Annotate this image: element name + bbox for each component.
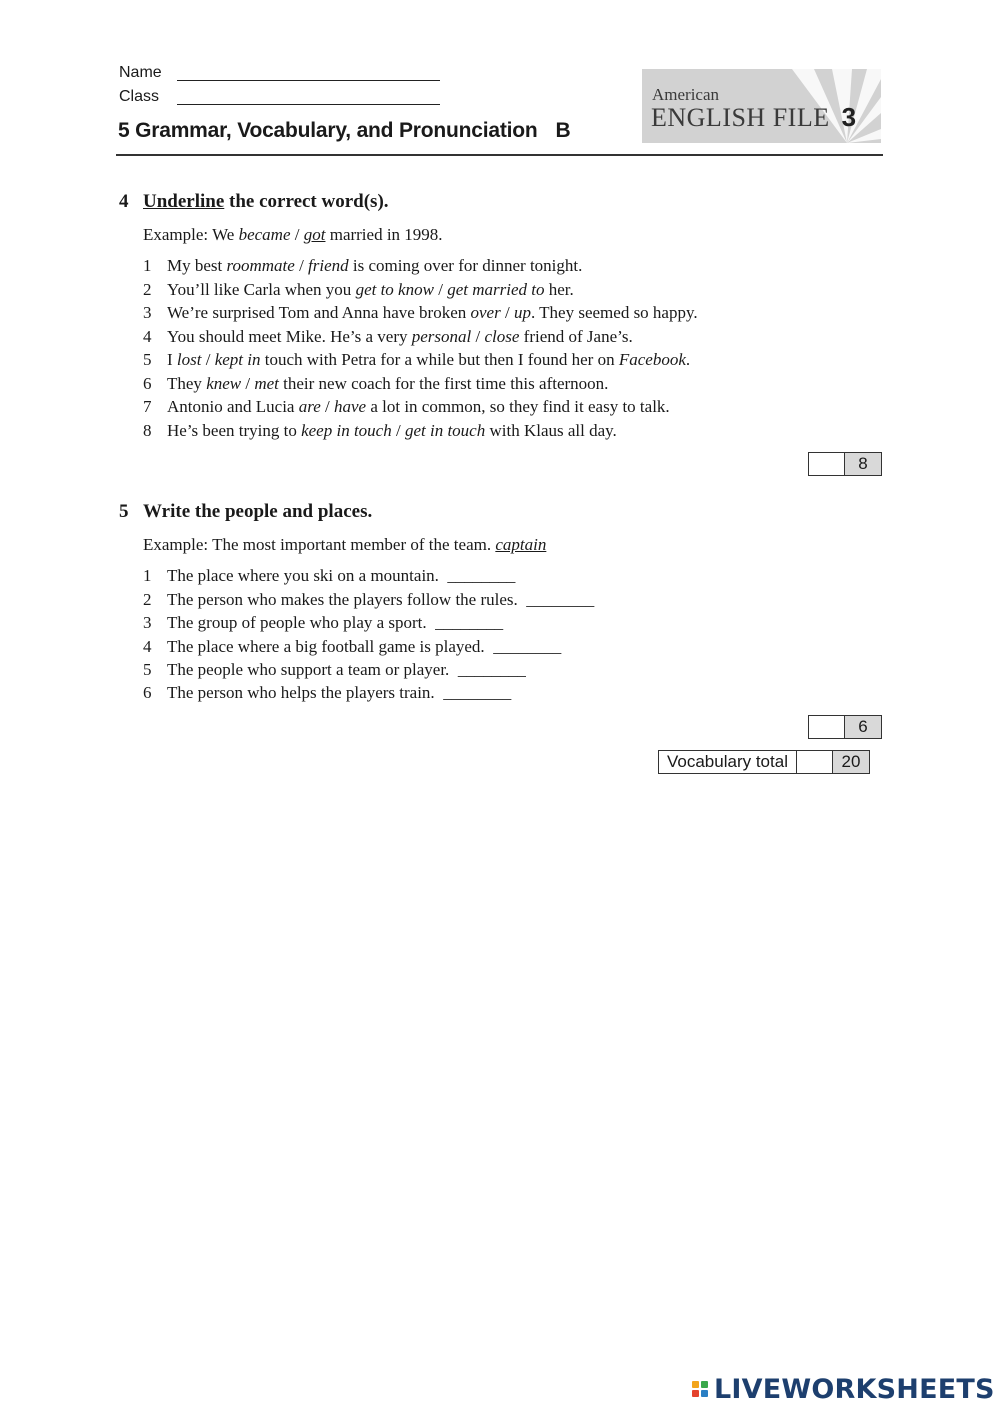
name-label: Name bbox=[119, 64, 162, 81]
vocabulary-total-max: 20 bbox=[833, 750, 870, 774]
item-text: . They seemed so happy. bbox=[530, 303, 698, 322]
example-prefix: Example: The most important member of the team. bbox=[143, 535, 496, 554]
list-item: 4 You should meet Mike. He’s a very personal / close friend of Jane’s. bbox=[143, 327, 633, 346]
item-number: 8 bbox=[143, 421, 152, 440]
section-4-example bbox=[143, 225, 443, 245]
section-4-heading-underlined: Underline bbox=[143, 191, 225, 212]
option-a[interactable]: keep in touch bbox=[301, 421, 392, 440]
section-4-score-box bbox=[808, 452, 882, 474]
item-text: . bbox=[685, 350, 691, 369]
section-4-max-score: 8 bbox=[845, 452, 882, 476]
answer-blank[interactable]: ________ bbox=[443, 683, 512, 702]
logo-level: 3 bbox=[841, 102, 857, 132]
section-5-example bbox=[143, 535, 546, 555]
option-b[interactable]: up bbox=[513, 303, 531, 322]
section-4-score-input[interactable] bbox=[808, 452, 845, 476]
item-text: a lot in common, so they find it easy to talk. bbox=[366, 397, 670, 416]
item-number: 1 bbox=[143, 566, 152, 585]
item-text: is coming over for dinner tonight. bbox=[348, 256, 583, 275]
logo-square bbox=[692, 1381, 699, 1388]
list-item: 1 My best roommate / friend is coming over for dinner tonight. bbox=[143, 256, 583, 275]
item-number: 4 bbox=[143, 637, 152, 656]
item-text: Antonio and Lucia bbox=[167, 397, 299, 416]
vocabulary-total-box bbox=[658, 750, 870, 772]
logo-square bbox=[701, 1381, 708, 1388]
class-label: Class bbox=[119, 88, 160, 105]
list-item bbox=[143, 613, 503, 633]
item-number: 4 bbox=[143, 327, 152, 346]
item-text: The group of people who play a sport. bbox=[167, 613, 427, 632]
answer-blank[interactable]: ________ bbox=[447, 566, 516, 585]
item-text: You’ll like Carla when you bbox=[167, 280, 356, 299]
item-number: 1 bbox=[143, 256, 152, 275]
name-field[interactable] bbox=[177, 80, 440, 81]
option-b[interactable]: friend bbox=[308, 256, 349, 275]
vocabulary-total-label: Vocabulary total bbox=[658, 750, 796, 774]
option-b[interactable]: have bbox=[333, 397, 367, 416]
list-item bbox=[143, 683, 511, 703]
option-a[interactable]: get to know bbox=[355, 280, 434, 299]
item-number: 2 bbox=[143, 280, 152, 299]
section-4-heading bbox=[119, 191, 389, 213]
section-4-number: 4 bbox=[119, 191, 129, 212]
item-number: 2 bbox=[143, 590, 152, 609]
section-5-score-box bbox=[808, 715, 882, 737]
option-a[interactable]: knew bbox=[206, 374, 242, 393]
item-text: friend of Jane’s. bbox=[519, 327, 633, 346]
item-text: touch with Petra for a while but then I found her on bbox=[260, 350, 619, 369]
answer-blank[interactable]: ________ bbox=[526, 590, 595, 609]
option-a[interactable]: are bbox=[298, 397, 321, 416]
section-5-max-score: 6 bbox=[845, 715, 882, 739]
list-item bbox=[143, 566, 515, 586]
section-5-score-input[interactable] bbox=[808, 715, 845, 739]
item-text: The place where a big football game is played. bbox=[167, 637, 485, 656]
item-text-italic: Facebook bbox=[618, 350, 686, 369]
page-title-version: B bbox=[555, 119, 571, 142]
item-number: 3 bbox=[143, 303, 152, 322]
list-item: 3 We’re surprised Tom and Anna have broken over / up. They seemed so happy. bbox=[143, 303, 698, 322]
liveworksheets-brand[interactable] bbox=[692, 1372, 995, 1406]
section-5-heading-text: Write the people and places. bbox=[143, 501, 373, 522]
example-prefix: Example: We bbox=[143, 225, 239, 244]
list-item: 2 You’ll like Carla when you get to know / get married to her. bbox=[143, 280, 574, 299]
section-4-heading-text: the correct word(s). bbox=[224, 191, 389, 212]
item-text: I bbox=[167, 350, 177, 369]
item-text: He’s been trying to bbox=[167, 421, 302, 440]
option-a[interactable]: lost bbox=[176, 350, 202, 369]
section-5-heading bbox=[119, 501, 372, 523]
list-item bbox=[143, 637, 561, 657]
item-number: 7 bbox=[143, 397, 152, 416]
vocabulary-total-input[interactable] bbox=[796, 750, 833, 774]
page-title-text: 5 Grammar, Vocabulary, and Pronunciation bbox=[118, 119, 538, 142]
header-rule bbox=[116, 154, 883, 156]
example-option-a: became bbox=[238, 225, 291, 244]
class-field[interactable] bbox=[177, 104, 440, 105]
example-option-b: got bbox=[303, 225, 326, 244]
item-text: We’re surprised Tom and Anna have broken bbox=[167, 303, 471, 322]
logo-square bbox=[701, 1390, 708, 1397]
item-text: They bbox=[167, 374, 207, 393]
list-item: 7 Antonio and Lucia are / have a lot in common, so they find it easy to talk. bbox=[143, 397, 670, 416]
item-text: You should meet Mike. He’s a very bbox=[167, 327, 412, 346]
page-title bbox=[118, 119, 570, 143]
logo-subtitle: American bbox=[652, 85, 720, 104]
item-text: their new coach for the first time this afternoon. bbox=[278, 374, 609, 393]
example-suffix: married in 1998. bbox=[325, 225, 443, 244]
item-text: The place where you ski on a mountain. bbox=[167, 566, 439, 585]
list-item bbox=[143, 660, 526, 680]
option-b[interactable]: get married to bbox=[447, 280, 545, 299]
logo-title-text: ENGLISH FILE bbox=[651, 103, 830, 132]
option-b[interactable]: get in touch bbox=[404, 421, 486, 440]
item-number: 5 bbox=[143, 350, 152, 369]
item-text: her. bbox=[544, 280, 574, 299]
answer-blank[interactable]: ________ bbox=[457, 660, 526, 679]
list-item: 5 I lost / kept in touch with Petra for a while but then I found her on Facebook. bbox=[143, 350, 691, 369]
example-answer: captain bbox=[495, 535, 547, 554]
answer-blank[interactable]: ________ bbox=[435, 613, 504, 632]
list-item: 8 He’s been trying to keep in touch / get in touch with Klaus all day. bbox=[143, 421, 617, 440]
section-5-number: 5 bbox=[119, 501, 129, 522]
list-item: 6 They knew / met their new coach for the first time this afternoon. bbox=[143, 374, 609, 393]
item-number: 6 bbox=[143, 683, 152, 702]
option-a[interactable]: roommate bbox=[226, 256, 295, 275]
item-text: The people who support a team or player. bbox=[167, 660, 450, 679]
item-number: 6 bbox=[143, 374, 152, 393]
list-item bbox=[143, 590, 594, 610]
option-b[interactable]: met bbox=[254, 374, 279, 393]
liveworksheets-logo-icon bbox=[692, 1381, 708, 1397]
option-a[interactable]: over bbox=[470, 303, 501, 322]
item-text: with Klaus all day. bbox=[485, 421, 617, 440]
item-number: 5 bbox=[143, 660, 152, 679]
item-text: My best bbox=[167, 256, 227, 275]
american-english-file-logo bbox=[642, 69, 881, 143]
liveworksheets-wordmark: LIVEWORKSHEETS bbox=[714, 1373, 995, 1405]
logo-square bbox=[692, 1390, 699, 1397]
item-text: The person who makes the players follow the rules. bbox=[167, 590, 518, 609]
item-number: 3 bbox=[143, 613, 152, 632]
logo-title bbox=[651, 102, 857, 133]
example-slash: / bbox=[290, 225, 304, 244]
option-b[interactable]: close bbox=[484, 327, 520, 346]
item-text: The person who helps the players train. bbox=[167, 683, 435, 702]
option-b[interactable]: kept in bbox=[214, 350, 261, 369]
option-a[interactable]: personal bbox=[411, 327, 472, 346]
answer-blank[interactable]: ________ bbox=[493, 637, 562, 656]
